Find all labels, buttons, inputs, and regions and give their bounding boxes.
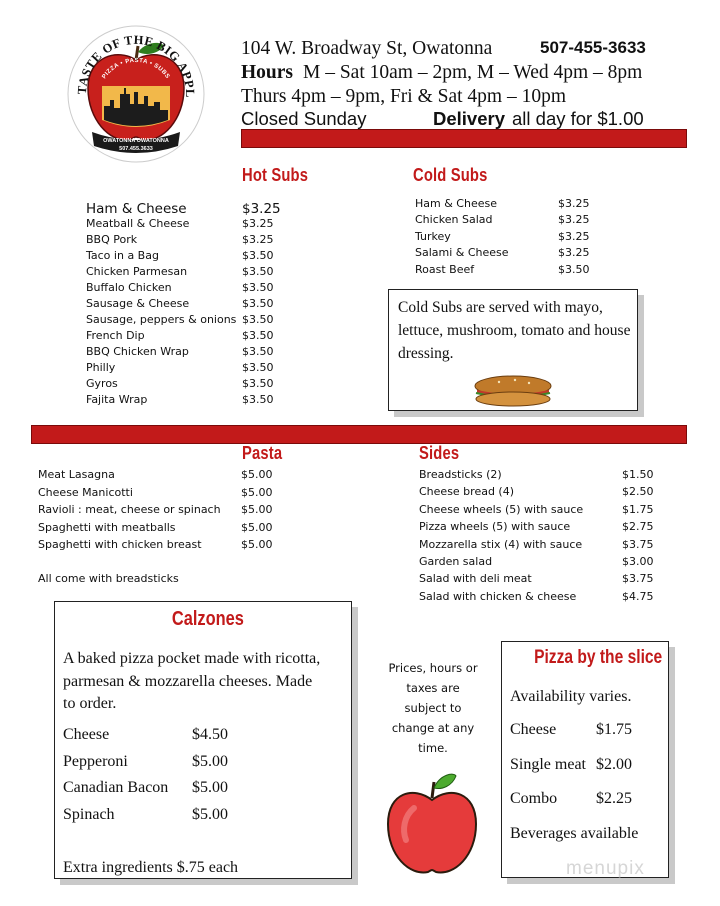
cold-sub-item xyxy=(415,213,595,229)
calzone-item-price: $5.00 xyxy=(192,805,228,823)
pasta-item xyxy=(38,486,283,504)
hot-sub-item-name: Fajita Wrap xyxy=(86,393,148,406)
hours-label: Hours xyxy=(241,62,294,83)
pasta-item xyxy=(38,521,283,539)
hot-sub-item xyxy=(86,265,286,281)
side-item xyxy=(419,503,659,520)
cold-sub-item xyxy=(415,230,595,246)
hot-sub-item-name: Gyros xyxy=(86,377,118,390)
hot-sub-item-name: Philly xyxy=(86,361,116,374)
notice-line-2: taxes are xyxy=(406,681,460,695)
side-item xyxy=(419,555,659,572)
side-item xyxy=(419,520,659,537)
side-item-price: $3.75 xyxy=(622,572,654,586)
side-item-name: Salad with chicken & cheese xyxy=(419,589,577,603)
address: 104 W. Broadway St, Owatonna xyxy=(241,38,493,59)
hot-sub-item-price: $3.50 xyxy=(242,297,274,310)
cold-sub-item xyxy=(415,197,595,213)
cold-sub-item xyxy=(415,246,595,262)
logo-tagline: PIZZA • PASTA • SUBS xyxy=(101,57,171,81)
hot-sub-item-name: French Dip xyxy=(86,329,145,342)
hot-sub-item-name: Buffalo Chicken xyxy=(86,281,172,294)
calzone-item-name: Cheese xyxy=(63,726,110,743)
hot-sub-item-name: Meatball & Cheese xyxy=(86,217,190,230)
header-divider-bar xyxy=(241,129,687,148)
cold-sub-item-price: $3.25 xyxy=(558,229,590,243)
hot-sub-item xyxy=(86,201,286,217)
hot-sub-item-price: $3.25 xyxy=(242,201,281,217)
delivery-label: Delivery xyxy=(433,108,505,129)
sandwich-icon xyxy=(471,374,555,408)
phone-number[interactable]: 507-455-3633 xyxy=(540,38,646,57)
calzones-desc-line-3: to order. xyxy=(63,695,117,712)
hours-line-1: M – Sat 10am – 2pm, M – Wed 4pm – 8pm xyxy=(303,62,643,83)
section-divider-bar xyxy=(31,425,687,444)
hot-sub-item-price: $3.50 xyxy=(242,265,274,278)
side-item-price: $2.50 xyxy=(622,485,654,499)
hot-sub-item-price: $3.50 xyxy=(242,345,274,358)
side-item xyxy=(419,572,659,589)
pizza-slice-title: Pizza by the slice xyxy=(534,647,663,668)
notice-line-3: subject to xyxy=(404,701,462,715)
hot-sub-item xyxy=(86,361,286,377)
hours-line-2: Thurs 4pm – 9pm, Fri & Sat 4pm – 10pm xyxy=(241,86,567,107)
hot-sub-item xyxy=(86,329,286,345)
pizza-slice-item xyxy=(510,721,660,756)
side-item-name: Mozzarella stix (4) with sauce xyxy=(419,537,583,551)
hot-sub-item-price: $3.25 xyxy=(242,217,274,230)
side-item xyxy=(419,485,659,502)
pizza-slice-item-name: Cheese xyxy=(510,721,557,738)
apple-icon xyxy=(384,768,480,878)
hot-sub-item xyxy=(86,281,286,297)
calzones-title: Calzones xyxy=(171,608,244,630)
calzones-desc-line-1: A baked pizza pocket made with ricotta, xyxy=(63,650,321,667)
pasta-item-price: $5.00 xyxy=(241,468,273,481)
calzone-item-name: Canadian Bacon xyxy=(63,779,169,796)
hot-sub-item-price: $3.50 xyxy=(242,281,274,294)
hot-sub-item xyxy=(86,297,286,313)
cold-sub-item-price: $3.25 xyxy=(558,197,590,210)
side-item-name: Salad with deli meat xyxy=(419,572,532,586)
hot-sub-item-name: Taco in a Bag xyxy=(86,249,159,262)
cold-sub-item-price: $3.50 xyxy=(558,262,590,276)
hot-sub-item-name: Sausage, peppers & onions xyxy=(86,313,237,326)
hot-sub-item xyxy=(86,217,286,233)
calzone-item xyxy=(63,779,263,806)
hot-sub-item-price: $3.50 xyxy=(242,313,274,326)
calzone-item xyxy=(63,726,263,753)
side-item xyxy=(419,538,659,555)
side-item-name: Cheese bread (4) xyxy=(419,485,515,499)
hot-sub-item-price: $3.50 xyxy=(242,393,274,406)
pizza-slice-item-price: $2.00 xyxy=(596,755,632,773)
cold-sub-item-price: $3.25 xyxy=(558,246,590,260)
pasta-item-price: $5.00 xyxy=(241,503,273,516)
pasta-item-name: Ravioli : meat, cheese or spinach xyxy=(38,503,221,516)
hot-sub-item-name: Ham & Cheese xyxy=(86,201,187,217)
side-item xyxy=(419,468,659,485)
cold-subs-note-box xyxy=(388,289,638,411)
restaurant-logo xyxy=(62,22,210,164)
calzone-item-name: Pepperoni xyxy=(63,752,128,770)
cold-sub-item xyxy=(415,263,595,279)
cold-sub-item-name: Chicken Salad xyxy=(415,213,493,227)
hot-subs-title: Hot Subs xyxy=(242,165,309,185)
notice-line-1: Prices, hours or xyxy=(388,661,478,675)
side-item-price: $1.75 xyxy=(622,502,654,516)
hot-sub-item-price: $3.50 xyxy=(242,377,274,390)
side-item-price: $3.75 xyxy=(622,537,654,551)
calzones-desc-line-2: parmesan & mozzarella cheeses. Made xyxy=(63,673,313,690)
hot-sub-item-name: BBQ Chicken Wrap xyxy=(86,345,189,358)
side-item-price: $4.75 xyxy=(622,589,654,603)
side-item-name: Garden salad xyxy=(419,555,493,568)
hot-sub-item xyxy=(86,233,286,249)
side-item xyxy=(419,590,659,607)
pizza-slice-item-price: $2.25 xyxy=(596,790,632,807)
hot-sub-item-name: Chicken Parmesan xyxy=(86,265,188,278)
notice-line-4: change at any xyxy=(391,721,475,735)
calzone-item xyxy=(63,806,263,833)
hot-sub-item xyxy=(86,345,286,361)
logo-arc-text: TASTE OF THE BIG APPL xyxy=(74,32,198,98)
pasta-item-name: Meat Lasagna xyxy=(38,468,115,481)
pasta-item xyxy=(38,503,283,521)
side-item-price: $2.75 xyxy=(622,520,654,534)
calzone-item-price: $5.00 xyxy=(192,779,228,796)
pasta-title: Pasta xyxy=(242,443,283,463)
side-item-price: $3.00 xyxy=(622,555,654,568)
pasta-item-price: $5.00 xyxy=(241,520,273,534)
hot-sub-item-price: $3.50 xyxy=(242,329,274,342)
pizza-slice-item-name: Single meat xyxy=(510,755,586,773)
hot-sub-item xyxy=(86,393,286,409)
sides-title: Sides xyxy=(419,443,460,463)
cold-subs-title: Cold Subs xyxy=(413,165,488,185)
hot-sub-item-price: $3.50 xyxy=(242,361,274,374)
pasta-item xyxy=(38,468,283,486)
calzone-item-price: $5.00 xyxy=(192,752,228,770)
logo-city: OWATONNA OWATONNA xyxy=(103,138,169,144)
watermark: menupix xyxy=(566,858,645,879)
pasta-item-price: $5.00 xyxy=(241,538,273,551)
hot-sub-item-price: $3.25 xyxy=(242,233,274,246)
pizza-availability: Availability varies. xyxy=(510,688,632,705)
hot-sub-item xyxy=(86,313,286,329)
calzones-extra: Extra ingredients $.75 each xyxy=(63,859,239,876)
cold-sub-item-price: $3.25 xyxy=(558,213,590,227)
side-item-name: Breadsticks (2) xyxy=(419,468,502,481)
calzone-item-name: Spinach xyxy=(63,805,115,823)
cold-subs-note: Cold Subs are served with mayo, lettuce, mushroom, tomato and house dressing. xyxy=(398,299,631,362)
logo-phone: 507.455.3633 xyxy=(119,146,153,152)
pasta-footnote: All come with breadsticks xyxy=(38,572,179,585)
pasta-item xyxy=(38,538,283,556)
pasta-item-name: Spaghetti with chicken breast xyxy=(38,538,202,551)
delivery-text: all day for $1.00 xyxy=(512,108,644,129)
calzone-item xyxy=(63,753,263,780)
side-item-price: $1.50 xyxy=(622,468,654,481)
cold-sub-item-name: Ham & Cheese xyxy=(415,197,497,210)
side-item-name: Cheese wheels (5) with sauce xyxy=(419,502,584,516)
hot-sub-item xyxy=(86,249,286,265)
pizza-slice-item xyxy=(510,790,660,825)
pasta-item-name: Spaghetti with meatballs xyxy=(38,520,176,534)
hot-sub-item-name: Sausage & Cheese xyxy=(86,297,190,310)
beverages-note: Beverages available xyxy=(510,825,639,842)
pizza-slice-item xyxy=(510,756,660,791)
cold-sub-item-name: Turkey xyxy=(415,229,451,243)
closed-notice: Closed Sunday xyxy=(241,108,367,129)
cold-sub-item-name: Roast Beef xyxy=(415,262,475,276)
calzones-box xyxy=(54,601,352,879)
calzone-item-price: $4.50 xyxy=(192,726,228,743)
side-item-name: Pizza wheels (5) with sauce xyxy=(419,520,571,534)
pasta-item-price: $5.00 xyxy=(241,485,273,499)
pizza-slice-box xyxy=(501,641,669,878)
pizza-slice-item-price: $1.75 xyxy=(596,721,632,738)
hot-sub-item-price: $3.50 xyxy=(242,249,274,262)
notice-line-5: time. xyxy=(418,741,448,755)
pizza-slice-item-name: Combo xyxy=(510,790,558,807)
hot-sub-item-name: BBQ Pork xyxy=(86,233,138,246)
cold-sub-item-name: Salami & Cheese xyxy=(415,246,509,260)
hot-sub-item xyxy=(86,377,286,393)
pasta-item-name: Cheese Manicotti xyxy=(38,485,133,499)
price-change-notice xyxy=(370,658,496,758)
